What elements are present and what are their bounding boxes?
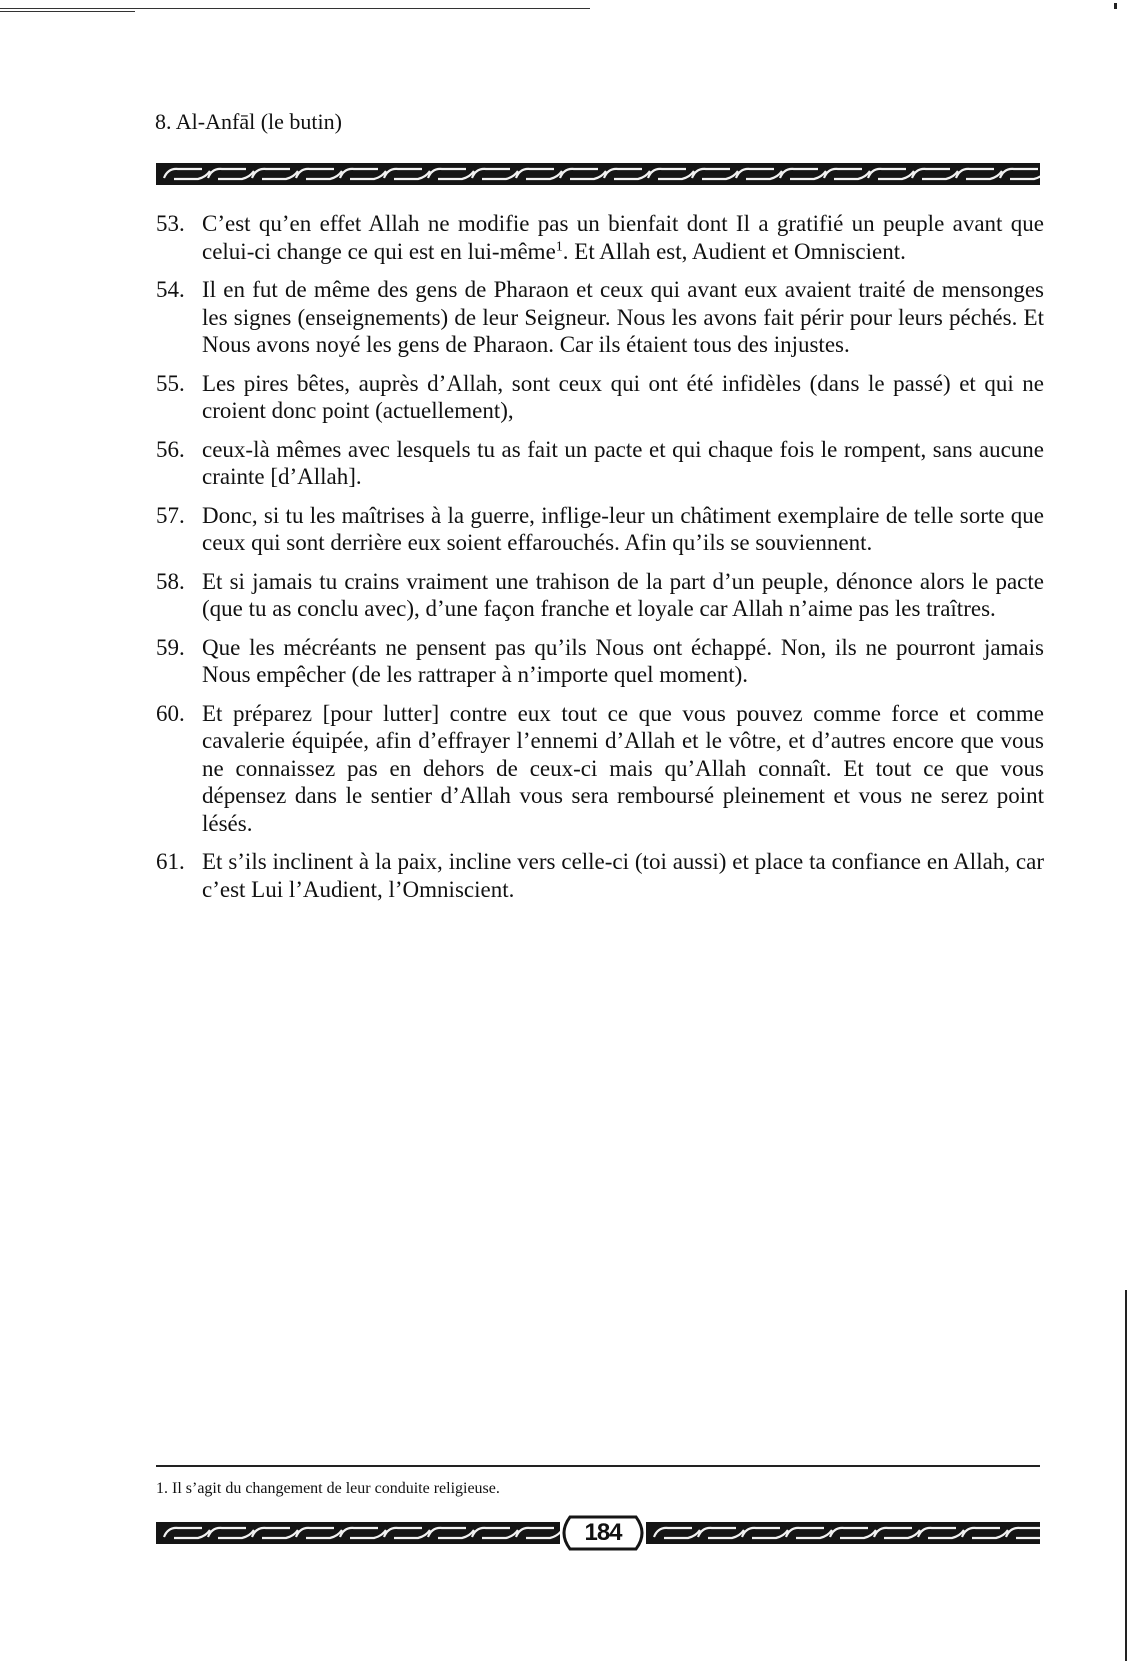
chain-link	[664, 1530, 700, 1538]
chain-link	[1006, 1528, 1040, 1537]
chain-link	[472, 1528, 510, 1537]
chain-link	[742, 1528, 780, 1537]
verse-text: Les pires bêtes, auprès d’Allah, sont ceux qui ont été infidèles (dans le passé) et qui ne croient donc point (actuellement),	[202, 370, 1044, 423]
ornamental-border-bottom-right	[646, 1522, 1040, 1544]
verse-text	[202, 210, 1044, 265]
chain-link	[516, 169, 554, 178]
page-number: 184	[584, 1519, 622, 1546]
verse-list	[156, 210, 1044, 914]
chain-link	[438, 171, 474, 179]
verse-number: 54.	[156, 277, 185, 302]
chain-link	[218, 171, 254, 179]
verse-58	[156, 568, 1044, 623]
page-number-frame	[556, 1513, 650, 1553]
chain-link	[340, 169, 378, 178]
chain-link	[526, 171, 562, 179]
chain-link	[428, 1528, 466, 1537]
scan-right-edge	[1125, 1290, 1127, 1661]
verse-57	[156, 502, 1044, 557]
verse-number: 53.	[156, 211, 185, 236]
chain-link	[252, 169, 290, 178]
chain-link	[614, 171, 650, 179]
verse-60	[156, 700, 1044, 838]
chain-link	[516, 1528, 554, 1537]
chain-link	[878, 171, 914, 179]
chain-link	[174, 1530, 210, 1538]
verse-55	[156, 370, 1044, 425]
chain-link	[648, 169, 686, 178]
chain-pattern-bottom-right	[646, 1522, 1040, 1544]
chain-pattern-top	[156, 163, 1040, 185]
verse-53	[156, 210, 1044, 265]
chain-link	[1010, 171, 1040, 179]
chain-link	[164, 1528, 202, 1537]
chain-pattern-bottom-left	[156, 1522, 560, 1544]
scan-top-rule-short	[0, 11, 135, 12]
ornamental-border-bottom-left	[156, 1522, 560, 1544]
verse-text: Et préparez [pour lutter] contre eux tout ce que vous pouvez comme force et comme cavalerie équipée, afin d’effrayer l’ennemi d’Allah et le vôtre, et d’autres encore que vous ne connaissez pas en dehors de ceux-ci mais qu’Allah connaît. Et tout ce que vous dépensez dans le sentier d’Allah vous sera remboursé pleinement et vous ne serez point lésés.	[202, 700, 1044, 836]
chain-link	[840, 1530, 876, 1538]
chain-link	[428, 169, 466, 178]
chain-link	[796, 1530, 832, 1538]
verse-text-part: C’est qu’en effet Allah ne modifie pas un bienfait dont Il a gratifié un peuple avant que celui-ci change ce qui est en lui-même	[202, 211, 1044, 264]
chain-link	[472, 169, 510, 178]
scan-corner-mark	[1114, 3, 1117, 9]
verse-text: ceux-là mêmes avec lesquels tu as fait un pacte et qui chaque fois le rompent, sans aucune crainte [d’Allah].	[202, 436, 1044, 489]
chain-link	[262, 171, 298, 179]
chain-link	[306, 1530, 342, 1538]
chain-link	[928, 1530, 964, 1538]
chain-link	[350, 1530, 386, 1538]
chain-link	[570, 171, 606, 179]
chain-link	[956, 169, 994, 178]
chain-link	[296, 169, 334, 178]
verse-number: 55.	[156, 370, 185, 396]
chain-link	[604, 169, 642, 178]
chain-link	[340, 1528, 378, 1537]
chain-link	[874, 1528, 912, 1537]
chain-link	[384, 1528, 422, 1537]
chain-link	[922, 171, 958, 179]
chain-link	[884, 1530, 920, 1538]
chain-link	[966, 171, 1002, 179]
chain-link	[790, 171, 826, 179]
verse-number: 58.	[156, 568, 185, 594]
chain-link	[834, 171, 870, 179]
chain-link	[752, 1530, 788, 1538]
chain-link	[830, 1528, 868, 1537]
chain-link	[350, 171, 386, 179]
verse-text: Donc, si tu les maîtrises à la guerre, inflige-leur un châtiment exemplaire de telle sorte que ceux qui sont derrière eux soient effarouchés. Afin qu’ils se souviennent.	[202, 502, 1044, 555]
verse-number: 60.	[156, 700, 185, 726]
chapter-title: 8. Al-Anfāl (le butin)	[155, 109, 342, 134]
chain-link	[658, 171, 694, 179]
chain-link	[218, 1530, 254, 1538]
verse-text: Et s’ils inclinent à la paix, incline vers celle-ci (toi aussi) et place ta confiance en Allah, car c’est Lui l’Audient, l’Omniscient.	[202, 849, 1044, 902]
verse-54	[156, 276, 1044, 359]
verse-text: Il en fut de même des gens de Pharaon et ceux qui avant eux avaient traité de mensonges les signes (enseignements) de leur Seigneur. Nous les avons fait périr pour leurs péchés. Et Nous avons noyé les gens de Pharaon. Car ils étaient tous des injustes.	[202, 277, 1044, 357]
chain-link	[394, 171, 430, 179]
verse-number: 57.	[156, 502, 185, 528]
chain-link	[962, 1528, 1000, 1537]
chain-link	[208, 1528, 246, 1537]
chain-link	[296, 1528, 334, 1537]
scan-top-rule	[0, 8, 590, 9]
chain-link	[972, 1530, 1008, 1538]
footnote-reference[interactable]: 1	[555, 238, 563, 254]
verse-59	[156, 634, 1044, 689]
verse-number: 61.	[156, 849, 185, 874]
chain-link	[482, 171, 518, 179]
chain-link	[208, 169, 246, 178]
chain-link	[698, 1528, 736, 1537]
chain-link	[252, 1528, 290, 1537]
verse-number: 56.	[156, 436, 185, 462]
chain-link	[394, 1530, 430, 1538]
chain-link	[824, 169, 862, 178]
chain-link	[868, 169, 906, 178]
verse-text: Que les mécréants ne pensent pas qu’ils Nous ont échappé. Non, ils ne pourront jamais Nous empêcher (de les rattraper à n’importe quel moment).	[202, 634, 1044, 687]
verse-61	[156, 848, 1044, 903]
footnote-divider	[156, 1465, 1040, 1467]
chain-link	[482, 1530, 518, 1538]
chain-link	[708, 1530, 744, 1538]
chain-link	[918, 1528, 956, 1537]
chain-link	[384, 169, 422, 178]
chain-link	[746, 171, 782, 179]
chain-link	[262, 1530, 298, 1538]
ornamental-border-top	[156, 163, 1040, 185]
chain-link	[306, 171, 342, 179]
chain-link	[692, 169, 730, 178]
chain-link	[1016, 1530, 1040, 1538]
verse-text-part: . Et Allah est, Audient et Omniscient.	[562, 238, 906, 264]
chain-link	[780, 169, 818, 178]
chain-link	[1000, 169, 1038, 178]
chain-link	[164, 169, 202, 178]
chain-link	[736, 169, 774, 178]
chain-link	[702, 171, 738, 179]
chain-link	[912, 169, 950, 178]
verse-56	[156, 436, 1044, 491]
chain-link	[654, 1528, 692, 1537]
verse-number: 59.	[156, 634, 185, 660]
chain-link	[438, 1530, 474, 1538]
chain-link	[786, 1528, 824, 1537]
chain-link	[560, 169, 598, 178]
chain-link	[174, 171, 210, 179]
verse-text: Et si jamais tu crains vraiment une trahison de la part d’un peuple, dénonce alors le pacte (que tu as conclu avec), d’une façon franche et loyale car Allah n’aime pas les traîtres.	[202, 568, 1044, 621]
footnote: 1. Il s’agit du changement de leur conduite religieuse.	[156, 1480, 500, 1497]
chain-link	[526, 1530, 560, 1538]
